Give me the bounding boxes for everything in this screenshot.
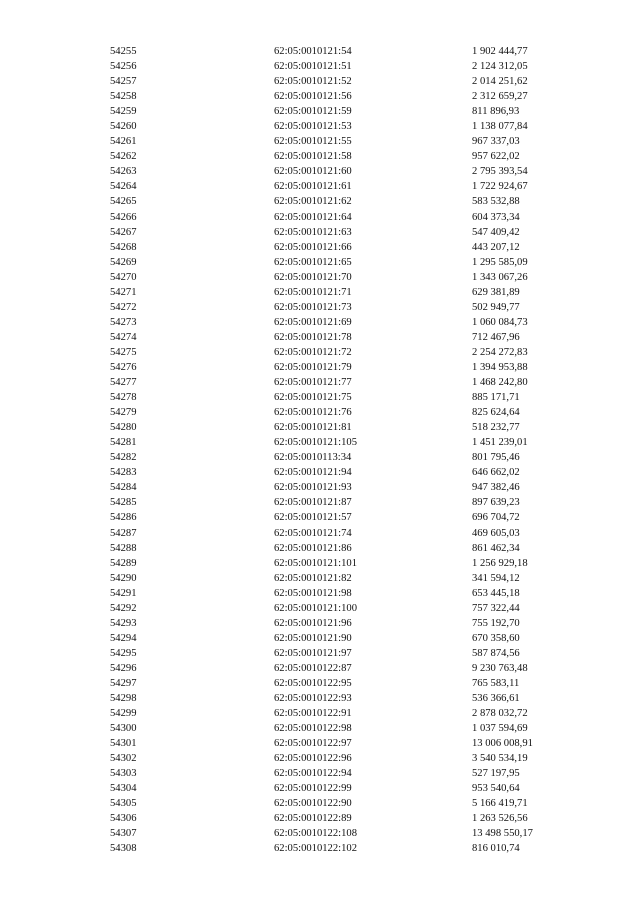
table-row	[110, 59, 592, 74]
cadastral-value: 811 896,93	[472, 106, 520, 118]
cadastral-number: 62:05:0010121:76	[274, 407, 352, 419]
cadastral-value: 2 124 312,05	[472, 61, 528, 73]
row-number: 54269	[110, 256, 137, 268]
cadastral-number: 62:05:0010121:60	[274, 166, 352, 178]
cadastral-value: 825 624,64	[472, 407, 520, 419]
table-body	[110, 44, 592, 857]
cadastral-value: 755 192,70	[472, 617, 520, 629]
cadastral-value: 957 622,02	[472, 151, 520, 163]
table-row	[110, 781, 592, 796]
cadastral-value: 953 540,64	[472, 783, 520, 795]
table-row	[110, 315, 592, 330]
cadastral-number: 62:05:0010121:79	[274, 361, 352, 373]
cadastral-value: 3 540 534,19	[472, 753, 528, 765]
table-row	[110, 104, 592, 119]
row-number: 54265	[110, 196, 137, 208]
cadastral-number: 62:05:0010121:74	[274, 527, 352, 539]
row-number: 54292	[110, 602, 137, 614]
table-row	[110, 375, 592, 390]
cadastral-value: 1 037 594,69	[472, 723, 528, 735]
row-number: 54289	[110, 557, 137, 569]
cadastral-value: 1 295 585,09	[472, 256, 528, 268]
cadastral-number: 62:05:0010121:62	[274, 196, 352, 208]
row-number: 54276	[110, 361, 137, 373]
cadastral-value: 13 006 008,91	[472, 738, 533, 750]
cadastral-value: 604 373,34	[472, 211, 520, 223]
cadastral-number: 62:05:0010121:94	[274, 467, 352, 479]
row-number: 54301	[110, 738, 137, 750]
row-number: 54275	[110, 346, 137, 358]
row-number: 54304	[110, 783, 137, 795]
cadastral-value: 341 594,12	[472, 572, 520, 584]
table-row	[110, 586, 592, 601]
cadastral-value: 1 722 924,67	[472, 181, 528, 193]
row-number: 54270	[110, 271, 137, 283]
cadastral-number: 62:05:0010121:98	[274, 587, 352, 599]
table-row	[110, 811, 592, 826]
cadastral-number: 62:05:0010113:34	[274, 452, 352, 464]
row-number: 54264	[110, 181, 137, 193]
table-row	[110, 661, 592, 676]
table-row	[110, 751, 592, 766]
cadastral-number: 62:05:0010121:81	[274, 422, 352, 434]
row-number: 54256	[110, 61, 137, 73]
cadastral-number: 62:05:0010122:94	[274, 768, 352, 780]
cadastral-number: 62:05:0010121:75	[274, 392, 352, 404]
cadastral-value: 2 795 393,54	[472, 166, 528, 178]
table-row	[110, 119, 592, 134]
cadastral-value: 518 232,77	[472, 422, 520, 434]
cadastral-value: 1 394 953,88	[472, 361, 528, 373]
cadastral-value: 712 467,96	[472, 331, 520, 343]
table-row	[110, 149, 592, 164]
cadastral-value: 646 662,02	[472, 467, 520, 479]
table-row	[110, 450, 592, 465]
cadastral-number: 62:05:0010122:98	[274, 723, 352, 735]
cadastral-value: 5 166 419,71	[472, 798, 528, 810]
cadastral-value: 587 874,56	[472, 647, 520, 659]
row-number: 54274	[110, 331, 137, 343]
cadastral-number: 62:05:0010121:55	[274, 136, 352, 148]
cadastral-value: 2 014 251,62	[472, 76, 528, 88]
row-number: 54300	[110, 723, 137, 735]
cadastral-value: 629 381,89	[472, 286, 520, 298]
row-number: 54259	[110, 106, 137, 118]
row-number: 54306	[110, 813, 137, 825]
cadastral-value: 897 639,23	[472, 497, 520, 509]
cadastral-number: 62:05:0010122:93	[274, 693, 352, 705]
row-number: 54263	[110, 166, 137, 178]
row-number: 54266	[110, 211, 137, 223]
row-number: 54260	[110, 121, 137, 133]
cadastral-value-table	[110, 44, 592, 857]
table-row	[110, 44, 592, 59]
cadastral-number: 62:05:0010121:70	[274, 271, 352, 283]
cadastral-number: 62:05:0010121:59	[274, 106, 352, 118]
cadastral-number: 62:05:0010121:52	[274, 76, 352, 88]
cadastral-value: 2 254 272,83	[472, 346, 528, 358]
row-number: 54262	[110, 151, 137, 163]
cadastral-value: 9 230 763,48	[472, 662, 528, 674]
cadastral-number: 62:05:0010121:66	[274, 241, 352, 253]
table-row	[110, 420, 592, 435]
row-number: 54287	[110, 527, 137, 539]
cadastral-number: 62:05:0010121:93	[274, 482, 352, 494]
cadastral-number: 62:05:0010121:96	[274, 617, 352, 629]
cadastral-value: 1 263 526,56	[472, 813, 528, 825]
cadastral-number: 62:05:0010121:54	[274, 46, 352, 57]
row-number: 54257	[110, 76, 137, 88]
cadastral-value: 502 949,77	[472, 301, 520, 313]
cadastral-number: 62:05:0010121:90	[274, 632, 352, 644]
row-number: 54308	[110, 843, 137, 855]
row-number: 54261	[110, 136, 137, 148]
cadastral-number: 62:05:0010121:73	[274, 301, 352, 313]
row-number: 54293	[110, 617, 137, 629]
cadastral-value: 816 010,74	[472, 843, 520, 855]
table-row	[110, 826, 592, 841]
row-number: 54281	[110, 437, 137, 449]
cadastral-value: 1 256 929,18	[472, 557, 528, 569]
cadastral-number: 62:05:0010122:97	[274, 738, 352, 750]
cadastral-value: 1 468 242,80	[472, 377, 528, 389]
table-row	[110, 270, 592, 285]
cadastral-value: 1 451 239,01	[472, 437, 528, 449]
table-row	[110, 766, 592, 781]
table-row	[110, 285, 592, 300]
table-row	[110, 631, 592, 646]
table-row	[110, 571, 592, 586]
table-row	[110, 89, 592, 104]
table-row	[110, 194, 592, 209]
cadastral-value: 885 171,71	[472, 392, 520, 404]
table-row	[110, 134, 592, 149]
cadastral-number: 62:05:0010121:58	[274, 151, 352, 163]
cadastral-number: 62:05:0010121:56	[274, 91, 352, 103]
cadastral-number: 62:05:0010122:87	[274, 662, 352, 674]
table-row	[110, 210, 592, 225]
table-row	[110, 556, 592, 571]
row-number: 54297	[110, 677, 137, 689]
row-number: 54299	[110, 708, 137, 720]
cadastral-number: 62:05:0010121:105	[274, 437, 357, 449]
cadastral-value: 547 409,42	[472, 226, 520, 238]
table-row	[110, 435, 592, 450]
cadastral-number: 62:05:0010122:91	[274, 708, 352, 720]
cadastral-value: 967 337,03	[472, 136, 520, 148]
table-row	[110, 616, 592, 631]
cadastral-value: 2 312 659,27	[472, 91, 528, 103]
table-row	[110, 646, 592, 661]
cadastral-value: 2 878 032,72	[472, 708, 528, 720]
cadastral-number: 62:05:0010121:57	[274, 512, 352, 524]
cadastral-value: 1 343 067,26	[472, 271, 528, 283]
row-number: 54286	[110, 512, 137, 524]
row-number: 54278	[110, 392, 137, 404]
row-number: 54255	[110, 46, 137, 57]
cadastral-number: 62:05:0010122:90	[274, 798, 352, 810]
row-number: 54307	[110, 828, 137, 840]
row-number: 54280	[110, 422, 137, 434]
cadastral-value: 469 605,03	[472, 527, 520, 539]
cadastral-value: 696 704,72	[472, 512, 520, 524]
cadastral-number: 62:05:0010121:100	[274, 602, 357, 614]
cadastral-number: 62:05:0010121:72	[274, 346, 352, 358]
cadastral-value: 801 795,46	[472, 452, 520, 464]
cadastral-value: 443 207,12	[472, 241, 520, 253]
row-number: 54277	[110, 377, 137, 389]
row-number: 54283	[110, 467, 137, 479]
table-row	[110, 541, 592, 556]
row-number: 54268	[110, 241, 137, 253]
cadastral-number: 62:05:0010121:97	[274, 647, 352, 659]
cadastral-value: 13 498 550,17	[472, 828, 533, 840]
cadastral-number: 62:05:0010122:95	[274, 677, 352, 689]
row-number: 54298	[110, 693, 137, 705]
cadastral-value: 583 532,88	[472, 196, 520, 208]
row-number: 54290	[110, 572, 137, 584]
row-number: 54295	[110, 647, 137, 659]
table-row	[110, 465, 592, 480]
table-row	[110, 495, 592, 510]
table-row	[110, 330, 592, 345]
table-row	[110, 676, 592, 691]
row-number: 54273	[110, 316, 137, 328]
cadastral-value: 947 382,46	[472, 482, 520, 494]
cadastral-number: 62:05:0010121:61	[274, 181, 352, 193]
row-number: 54284	[110, 482, 137, 494]
table-row	[110, 74, 592, 89]
row-number: 54258	[110, 91, 137, 103]
table-row	[110, 480, 592, 495]
cadastral-number: 62:05:0010121:86	[274, 542, 352, 554]
row-number: 54296	[110, 662, 137, 674]
cadastral-number: 62:05:0010122:108	[274, 828, 357, 840]
cadastral-number: 62:05:0010121:65	[274, 256, 352, 268]
table-row	[110, 721, 592, 736]
cadastral-value: 670 358,60	[472, 632, 520, 644]
table-row	[110, 601, 592, 616]
table-row	[110, 706, 592, 721]
cadastral-number: 62:05:0010121:87	[274, 497, 352, 509]
row-number: 54303	[110, 768, 137, 780]
table-row	[110, 841, 592, 856]
cadastral-value: 861 462,34	[472, 542, 520, 554]
row-number: 54294	[110, 632, 137, 644]
cadastral-value: 757 322,44	[472, 602, 520, 614]
cadastral-value: 1 138 077,84	[472, 121, 528, 133]
cadastral-value: 765 583,11	[472, 677, 520, 689]
cadastral-number: 62:05:0010122:96	[274, 753, 352, 765]
cadastral-number: 62:05:0010121:53	[274, 121, 352, 133]
cadastral-number: 62:05:0010121:78	[274, 331, 352, 343]
cadastral-number: 62:05:0010121:63	[274, 226, 352, 238]
table-row	[110, 390, 592, 405]
cadastral-number: 62:05:0010121:51	[274, 61, 352, 73]
table-row	[110, 345, 592, 360]
row-number: 54282	[110, 452, 137, 464]
row-number: 54271	[110, 286, 137, 298]
table-row	[110, 300, 592, 315]
row-number: 54305	[110, 798, 137, 810]
cadastral-number: 62:05:0010121:64	[274, 211, 352, 223]
table-row	[110, 240, 592, 255]
cadastral-number: 62:05:0010121:82	[274, 572, 352, 584]
cadastral-value: 653 445,18	[472, 587, 520, 599]
table-row	[110, 179, 592, 194]
cadastral-number: 62:05:0010121:69	[274, 316, 352, 328]
cadastral-number: 62:05:0010122:102	[274, 843, 357, 855]
table-row	[110, 225, 592, 240]
table-row	[110, 360, 592, 375]
row-number: 54272	[110, 301, 137, 313]
table-row	[110, 164, 592, 179]
cadastral-number: 62:05:0010122:99	[274, 783, 352, 795]
table-row	[110, 510, 592, 525]
row-number: 54302	[110, 753, 137, 765]
cadastral-number: 62:05:0010121:77	[274, 377, 352, 389]
row-number: 54279	[110, 407, 137, 419]
cadastral-value: 1 902 444,77	[472, 46, 528, 57]
row-number: 54267	[110, 226, 137, 238]
cadastral-number: 62:05:0010122:89	[274, 813, 352, 825]
cadastral-value: 1 060 084,73	[472, 316, 528, 328]
table-row	[110, 796, 592, 811]
table-row	[110, 691, 592, 706]
table-row	[110, 526, 592, 541]
row-number: 54291	[110, 587, 137, 599]
cadastral-value: 527 197,95	[472, 768, 520, 780]
cadastral-value: 536 366,61	[472, 693, 520, 705]
row-number: 54288	[110, 542, 137, 554]
cadastral-number: 62:05:0010121:71	[274, 286, 352, 298]
row-number: 54285	[110, 497, 137, 509]
cadastral-number: 62:05:0010121:101	[274, 557, 357, 569]
table-row	[110, 405, 592, 420]
table-row	[110, 255, 592, 270]
table-row	[110, 736, 592, 751]
